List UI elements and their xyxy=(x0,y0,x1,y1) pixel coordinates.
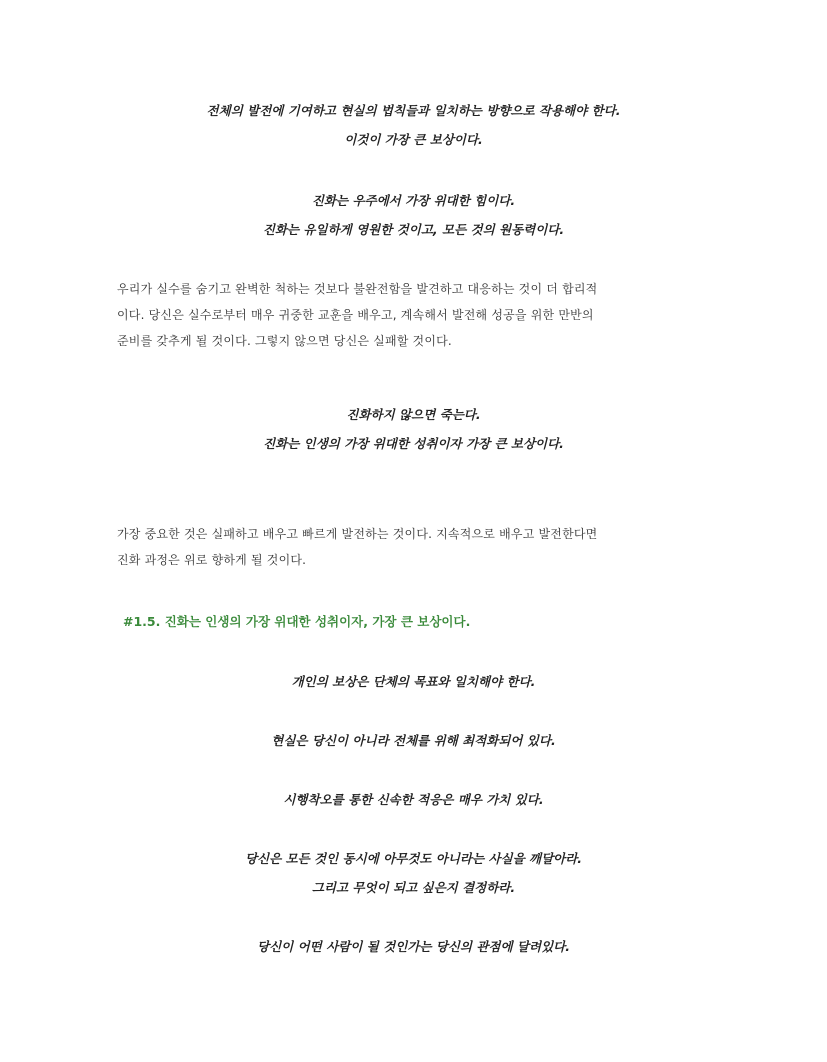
statement-4-line-2: 그리고 무엇이 되고 싶은지 결정하라. xyxy=(311,880,516,895)
emphasis-line: 진화는 인생의 가장 위대한 성취이자 가장 큰 보상이다. xyxy=(263,436,564,451)
emphasis-line: 진화는 우주에서 가장 위대한 힘이다. xyxy=(311,193,516,208)
emphasis-line: 진화하지 않으면 죽는다. xyxy=(346,407,481,422)
paragraph-line: 가장 중요한 것은 실패하고 배우고 빠르게 발전하는 것이다. 지속적으로 배우고 발전한다면 xyxy=(117,527,598,541)
statement-2: 현실은 당신이 아니라 전체를 위해 최적화되어 있다. xyxy=(271,733,556,748)
paragraph-line: 준비를 갖추게 될 것이다. 그렇지 않으면 당신은 실패할 것이다. xyxy=(117,334,452,348)
paragraph-line: 우리가 실수를 숨기고 완벽한 척하는 것보다 불완전함을 발견하고 대응하는 것이 더 합리적 xyxy=(117,282,598,296)
section-heading: #1.5. 진화는 인생의 가장 위대한 성취이자, 가장 큰 보상이다. xyxy=(123,614,471,629)
statement-1: 개인의 보상은 단체의 목표와 일치해야 한다. xyxy=(291,674,536,689)
statement-4-line-1: 당신은 모든 것인 동시에 아무것도 아니라는 사실을 깨달아라. xyxy=(244,851,583,866)
paragraph-line: 이다. 당신은 실수로부터 매우 귀중한 교훈을 배우고, 계속해서 발전해 성공을 위한 만반의 xyxy=(117,308,594,322)
emphasis-line: 전체의 발전에 기여하고 현실의 법칙들과 일치하는 방향으로 작용해야 한다. xyxy=(206,103,621,118)
emphasis-line: 진화는 유일하게 영원한 것이고, 모든 것의 원동력이다. xyxy=(262,222,565,237)
emphasis-line: 이것이 가장 큰 보상이다. xyxy=(344,132,483,147)
statement-3: 시행착오를 통한 신속한 적응은 매우 가치 있다. xyxy=(283,792,544,807)
body-paragraph-1 xyxy=(117,276,715,354)
statement-5: 당신이 어떤 사람이 될 것인가는 당신의 관점에 달려있다. xyxy=(257,939,570,954)
body-paragraph-2 xyxy=(117,521,715,573)
paragraph-line: 진화 과정은 위로 향하게 될 것이다. xyxy=(117,553,307,567)
